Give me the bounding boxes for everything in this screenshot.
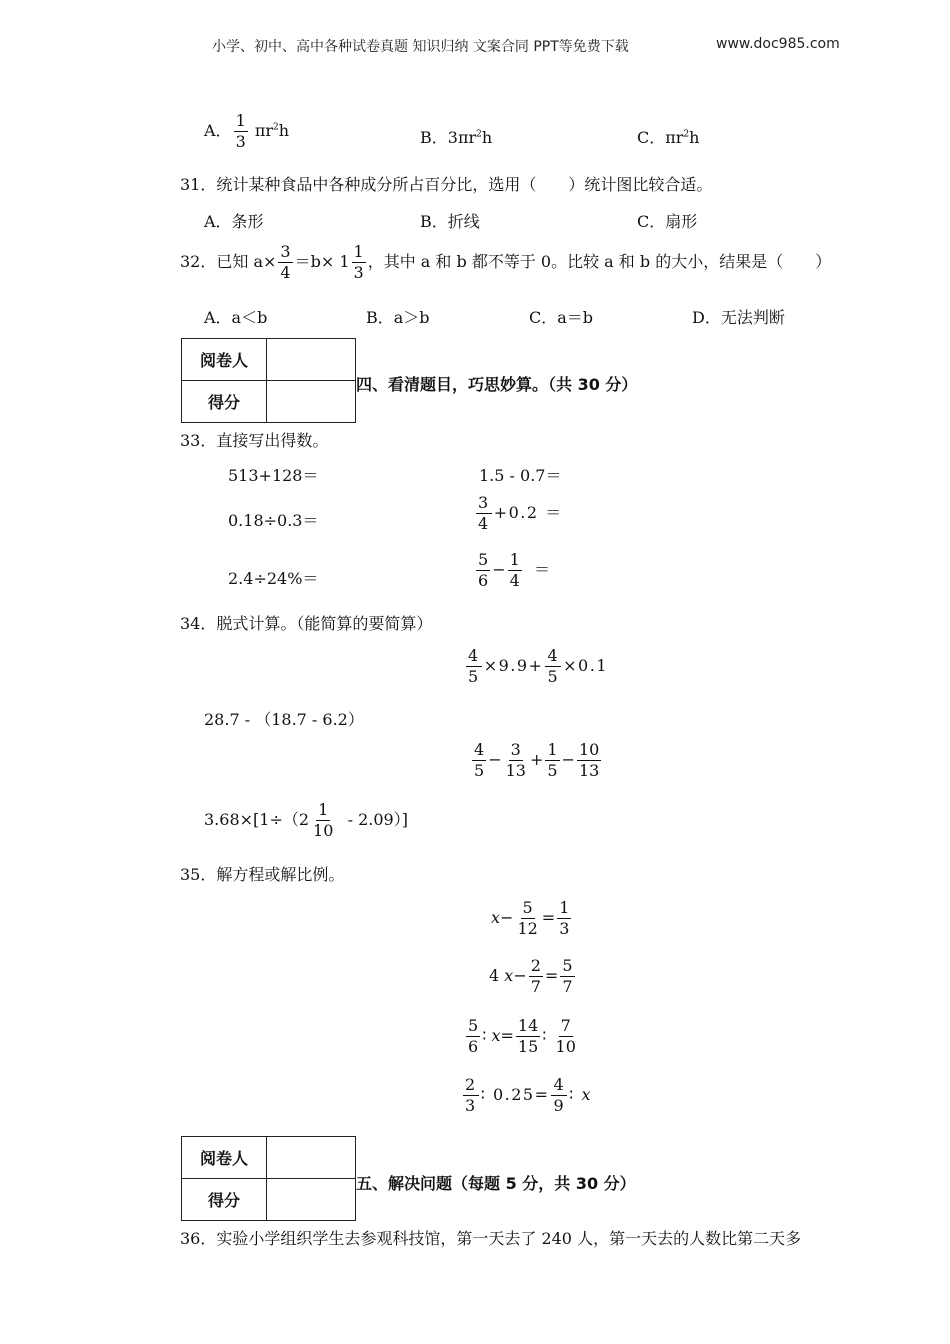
q30-option-b: B．$3\pi r^2h$ [420,128,493,147]
score-cell [267,1179,356,1221]
q33-item-1: 513+128＝ [228,466,319,485]
q33-item-4: 1.5 - 0.7＝ [479,466,562,485]
q35-eq-4: $\frac{2}{3}$ ∶ 0.25= $\frac{4}{9}$ ∶ x [465,1075,592,1115]
q30-option-c: C．$\pi r^2h$ [637,128,700,147]
q35-eq-3: $\frac{5}{6}$ ∶ x= $\frac{14}{15}$ ∶ $\frac{7}{10}$ [468,1016,576,1056]
q34-expr-3: $\frac{4}{5}$ − $\frac{3}{13}$ + $\frac{1}{5}$ − $\frac{10}{13}$ [474,740,600,780]
q31-option-a: A．条形 [204,212,264,231]
q30-option-a: A． $\frac{1}{3}$ $\pi r^2h$ [204,111,290,151]
q32-option-b: B．a＞b [366,308,430,327]
score-table-1 [181,338,356,423]
q33-item-3: 2.4÷24%＝ [228,569,319,588]
q32-option-d: D．无法判断 [692,308,785,327]
q35-eq-2: 4 x− $\frac{2}{7}$ = $\frac{5}{7}$ [489,956,573,996]
q34-expr-4: 3.68×[1÷（2 $\frac{1}{10}$ - 2.09）] [204,800,408,840]
q34-stem: 34．脱式计算。（能简算的要简算） [180,614,433,633]
score-label: 得分 [182,381,267,423]
header-url: www.doc985.com [716,36,840,52]
q33-stem: 33．直接写出得数。 [180,431,329,450]
q36-stem: 36．实验小学组织学生去参观科技馆，第一天去了 240 人，第一天去的人数比第二天多 [180,1229,802,1248]
q34-expr-1: $\frac{4}{5}$ ×9.9+ $\frac{4}{5}$ ×0.1 [468,646,608,686]
score-table-2 [181,1136,356,1221]
q34-expr-2: 28.7 - （18.7 - 6.2） [204,710,364,729]
q31-stem: 31．统计某种食品中各种成分所占百分比，选用（ ）统计图比较合适。 [180,175,713,194]
reviewer-cell [267,339,356,381]
q35-eq-1: x− $\frac{5}{12}$ = $\frac{1}{3}$ [491,898,570,938]
q35-stem: 35．解方程或解比例。 [180,865,345,884]
section-5-title: 五、解决问题（每题 5 分，共 30 分） [356,1174,636,1193]
score-label: 得分 [182,1179,267,1221]
reviewer-cell [267,1137,356,1179]
score-cell [267,381,356,423]
section-4-title: 四、看清题目，巧思妙算。（共 30 分） [356,375,638,394]
q32-option-a: A．a＜b [204,308,268,327]
reviewer-label: 阅卷人 [182,339,267,381]
q33-item-5: $\frac{3}{4}$ +0.2 ＝ [478,493,563,533]
q32-stem: 32．已知 a× $\frac{3}{4}$ ＝b× 1 $\frac{1}{3}$ ，其中 a 和 b 都不等于 0。比较 a 和 b 的大小，结果是（ ） [180,242,832,282]
q33-item-2: 0.18÷0.3＝ [228,511,319,530]
q31-option-c: C．扇形 [637,212,698,231]
header-left-text: 小学、初中、高中各种试卷真题 知识归纳 文案合同 PPT等免费下载 [212,39,629,55]
q33-item-6: $\frac{5}{6}$ − $\frac{1}{4}$ ＝ [478,550,550,590]
q32-option-c: C．a＝b [529,308,594,327]
q31-option-b: B．折线 [420,212,480,231]
reviewer-label: 阅卷人 [182,1137,267,1179]
